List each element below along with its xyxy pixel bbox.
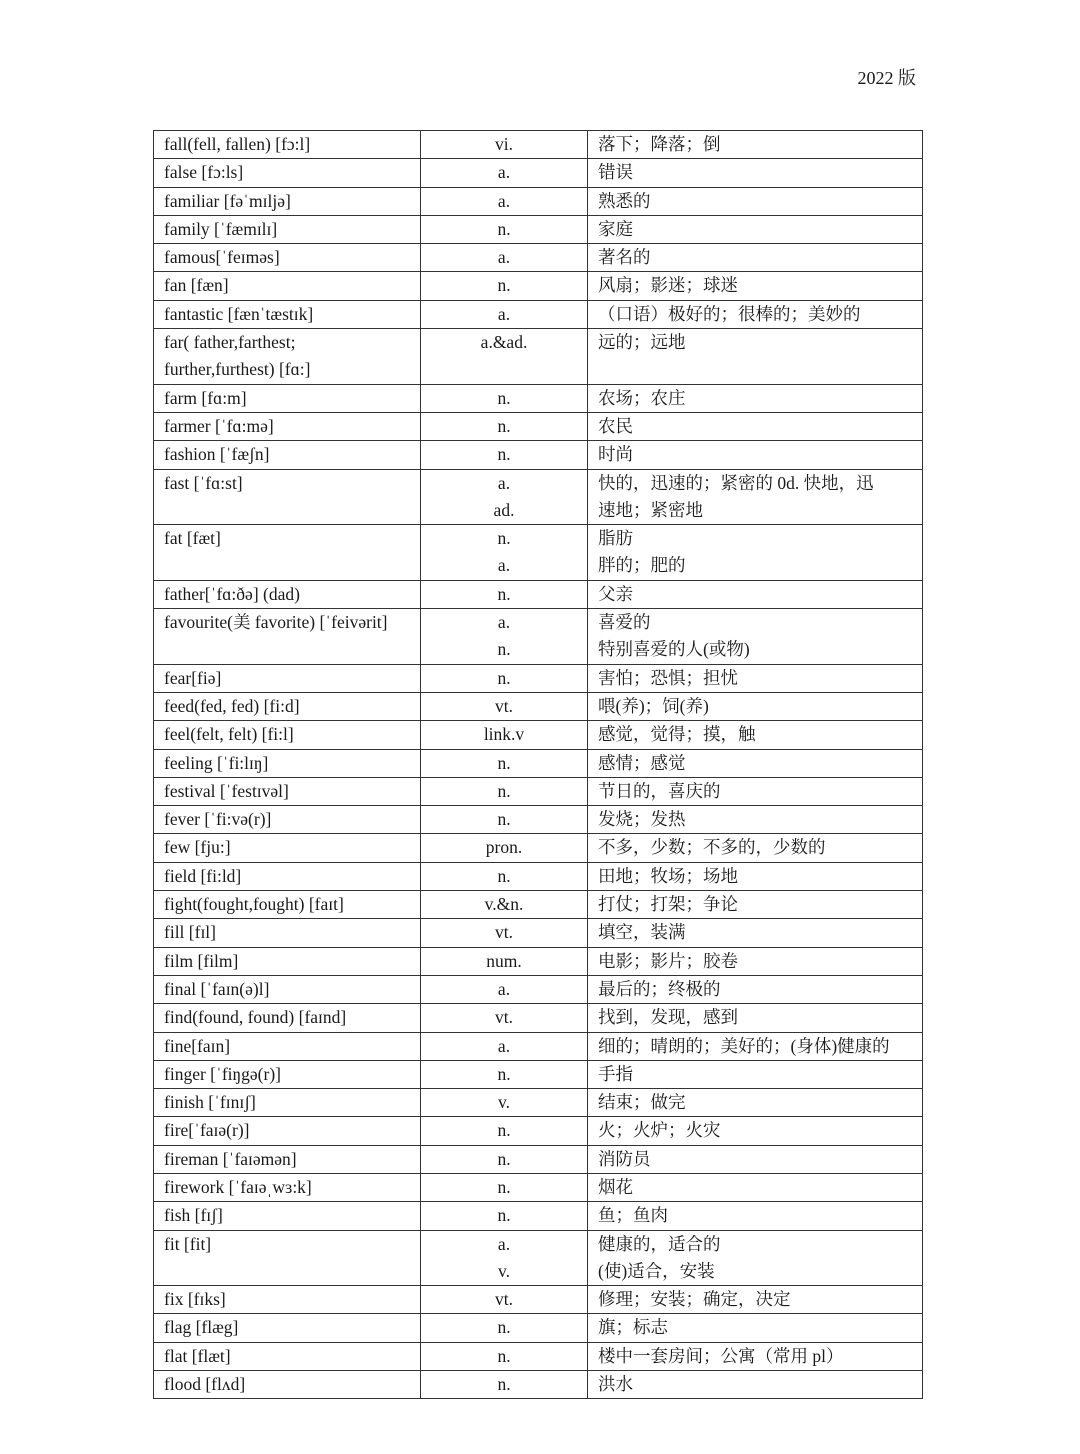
- part-of-speech-cell: [421, 862, 588, 890]
- part-of-speech-cell: [421, 834, 588, 862]
- word-cell: [154, 919, 421, 947]
- meaning-cell: [588, 441, 923, 469]
- part-of-speech-cell: [421, 525, 588, 581]
- word-cell: [154, 664, 421, 692]
- part-of-speech-cell: [421, 891, 588, 919]
- meaning-text: 落下；降落；倒: [598, 134, 721, 154]
- part-of-speech-cell: [421, 1004, 588, 1032]
- part-of-speech-cell: [421, 1173, 588, 1201]
- meaning-cell: [588, 384, 923, 412]
- table-row: [154, 1032, 923, 1060]
- word-cell: [154, 891, 421, 919]
- word-text: famous[ˈfeɪməs]: [164, 247, 280, 268]
- part-of-speech-text: n.: [497, 218, 511, 239]
- table-row: [154, 329, 923, 385]
- meaning-text: 害怕；恐惧；担忧: [598, 667, 738, 688]
- word-cell: [154, 215, 421, 243]
- part-of-speech-cell: [421, 975, 588, 1003]
- meaning-text: 农民: [598, 415, 633, 436]
- part-of-speech-cell: [421, 1089, 588, 1117]
- meaning-text: 消防员: [598, 1148, 651, 1169]
- meaning-cell: [588, 244, 923, 272]
- table-row: [154, 947, 923, 975]
- meaning-text: 细的；晴朗的；美好的；(身体)健康的: [598, 1035, 890, 1056]
- word-text: find(found, found) [faɪnd]: [164, 1007, 347, 1028]
- table-row: [154, 1117, 923, 1145]
- meaning-cell: [588, 947, 923, 975]
- table-row: [154, 272, 923, 300]
- part-of-speech-text: n.: [497, 387, 511, 408]
- word-cell: [154, 1342, 421, 1370]
- part-of-speech-text: n.: [497, 1176, 511, 1197]
- word-cell: [154, 609, 421, 665]
- part-of-speech-cell: [421, 1342, 588, 1370]
- word-text: feeling [ˈfi:lɪŋ]: [164, 752, 269, 773]
- word-cell: [154, 1004, 421, 1032]
- part-of-speech-text: v.: [498, 1260, 510, 1281]
- part-of-speech-text: n.: [497, 1317, 511, 1338]
- word-text: further,furthest) [fɑ:]: [164, 359, 311, 380]
- meaning-cell: [588, 525, 923, 581]
- part-of-speech-text: vi.: [495, 134, 513, 154]
- part-of-speech-text: link.v: [483, 724, 525, 745]
- meaning-cell: [588, 412, 923, 440]
- word-text: favourite(美 favorite) [ˈfeivərit]: [164, 612, 388, 633]
- meaning-cell: [588, 300, 923, 328]
- meaning-text: 感情；感觉: [598, 752, 686, 773]
- part-of-speech-text: vt.: [495, 922, 513, 943]
- part-of-speech-text: n.: [497, 1148, 511, 1169]
- word-cell: [154, 272, 421, 300]
- meaning-cell: [588, 131, 923, 159]
- word-cell: [154, 329, 421, 385]
- table-row: [154, 721, 923, 749]
- meaning-cell: [588, 1371, 923, 1399]
- meaning-cell: [588, 1173, 923, 1201]
- meaning-text: 错误: [598, 162, 633, 183]
- meaning-text: 节日的，喜庆的: [598, 780, 721, 801]
- word-cell: [154, 159, 421, 187]
- meaning-cell: [588, 1089, 923, 1117]
- table-row: [154, 525, 923, 581]
- part-of-speech-text: vt.: [495, 695, 513, 716]
- word-text: festival [ˈfestɪvəl]: [164, 780, 289, 801]
- part-of-speech-cell: [421, 947, 588, 975]
- meaning-cell: [588, 834, 923, 862]
- table-row: [154, 412, 923, 440]
- part-of-speech-cell: [421, 1145, 588, 1173]
- table-row: [154, 1371, 923, 1399]
- table-row: [154, 580, 923, 608]
- part-of-speech-text: n.: [497, 1345, 511, 1366]
- word-cell: [154, 1371, 421, 1399]
- part-of-speech-cell: [421, 329, 588, 385]
- part-of-speech-text: n.: [497, 667, 511, 688]
- word-text: fine[faɪn]: [164, 1035, 231, 1056]
- part-of-speech-cell: [421, 1230, 588, 1286]
- table-row: [154, 159, 923, 187]
- part-of-speech-cell: [421, 384, 588, 412]
- meaning-text: 胖的；肥的: [598, 555, 686, 576]
- meaning-cell: [588, 329, 923, 385]
- word-text: farm [fɑ:m]: [164, 387, 247, 408]
- part-of-speech-cell: [421, 609, 588, 665]
- table-row: [154, 692, 923, 720]
- part-of-speech-text: n.: [497, 1374, 511, 1395]
- word-text: fear[fiə]: [164, 667, 222, 688]
- word-text: fantastic [fænˈtæstɪk]: [164, 303, 314, 324]
- word-text: fill [fɪl]: [164, 922, 216, 943]
- word-cell: [154, 384, 421, 412]
- part-of-speech-cell: [421, 692, 588, 720]
- word-cell: [154, 862, 421, 890]
- vocabulary-table: [153, 130, 923, 1399]
- part-of-speech-cell: [421, 159, 588, 187]
- meaning-text: 楼中一套房间；公寓（常用 pl）: [598, 1345, 844, 1366]
- table-row: [154, 891, 923, 919]
- word-cell: [154, 441, 421, 469]
- word-cell: [154, 1314, 421, 1342]
- meaning-cell: [588, 891, 923, 919]
- meaning-text: (使)适合，安装: [598, 1260, 715, 1281]
- word-cell: [154, 1202, 421, 1230]
- part-of-speech-text: a.: [497, 247, 511, 268]
- meaning-cell: [588, 1032, 923, 1060]
- word-text: firework [ˈfaɪəˌwɜ:k]: [164, 1176, 312, 1197]
- edition-label: 2022 版: [857, 68, 916, 88]
- meaning-text: 电影；影片；胶卷: [598, 950, 738, 971]
- word-text: fall(fell, fallen) [fɔ:l]: [164, 134, 311, 154]
- meaning-cell: [588, 469, 923, 525]
- part-of-speech-text: a.: [497, 612, 511, 633]
- meaning-text: 风扇；影迷；球迷: [598, 275, 738, 296]
- part-of-speech-cell: [421, 1202, 588, 1230]
- meaning-cell: [588, 862, 923, 890]
- table-row: [154, 244, 923, 272]
- meaning-text: （口语）极好的；很棒的；美妙的: [598, 303, 861, 324]
- table-row: [154, 806, 923, 834]
- table-row: [154, 1342, 923, 1370]
- part-of-speech-text: n.: [497, 752, 511, 773]
- meaning-cell: [588, 1286, 923, 1314]
- word-cell: [154, 1173, 421, 1201]
- part-of-speech-cell: [421, 244, 588, 272]
- table-row: [154, 1230, 923, 1286]
- meaning-text: 喂(养)；饲(养): [598, 695, 709, 716]
- word-text: few [fju:]: [164, 837, 231, 858]
- meaning-text: 结束；做完: [598, 1092, 686, 1113]
- meaning-text: 填空，装满: [598, 922, 686, 943]
- word-text: fat [fæt]: [164, 528, 221, 549]
- meaning-cell: [588, 215, 923, 243]
- part-of-speech-text: n.: [497, 1063, 511, 1084]
- table-row: [154, 1089, 923, 1117]
- word-text: feed(fed, fed) [fi:d]: [164, 695, 300, 716]
- word-text: fish [fɪʃ]: [164, 1205, 223, 1226]
- word-text: film [film]: [164, 950, 239, 971]
- word-text: fever [ˈfi:və(r)]: [164, 809, 272, 830]
- word-cell: [154, 131, 421, 159]
- meaning-cell: [588, 159, 923, 187]
- part-of-speech-text: n.: [497, 780, 511, 801]
- word-cell: [154, 975, 421, 1003]
- part-of-speech-text: vt.: [495, 1007, 513, 1028]
- word-cell: [154, 806, 421, 834]
- part-of-speech-text: n.: [497, 639, 511, 660]
- part-of-speech-text: pron.: [485, 837, 523, 858]
- word-cell: [154, 1117, 421, 1145]
- part-of-speech-cell: [421, 272, 588, 300]
- meaning-text: 脂肪: [598, 528, 633, 549]
- meaning-cell: [588, 1230, 923, 1286]
- part-of-speech-cell: [421, 412, 588, 440]
- part-of-speech-cell: [421, 1371, 588, 1399]
- part-of-speech-text: a.: [497, 1233, 511, 1254]
- word-cell: [154, 187, 421, 215]
- meaning-text: 田地；牧场；场地: [598, 865, 738, 886]
- meaning-text: 手指: [598, 1063, 633, 1084]
- meaning-text: 时尚: [598, 444, 633, 465]
- part-of-speech-cell: [421, 1286, 588, 1314]
- word-cell: [154, 777, 421, 805]
- part-of-speech-cell: [421, 215, 588, 243]
- table-row: [154, 834, 923, 862]
- table-row: [154, 1145, 923, 1173]
- word-text: field [fi:ld]: [164, 865, 242, 886]
- word-text: flat [flæt]: [164, 1345, 231, 1366]
- table-row: [154, 187, 923, 215]
- meaning-cell: [588, 749, 923, 777]
- part-of-speech-cell: [421, 919, 588, 947]
- word-text: finish [ˈfɪnɪʃ]: [164, 1092, 256, 1113]
- part-of-speech-cell: [421, 1314, 588, 1342]
- part-of-speech-text: n.: [497, 583, 511, 604]
- part-of-speech-text: n.: [497, 865, 511, 886]
- meaning-text: 鱼；鱼肉: [598, 1205, 668, 1226]
- meaning-cell: [588, 187, 923, 215]
- part-of-speech-cell: [421, 749, 588, 777]
- meaning-text: 洪水: [598, 1374, 633, 1395]
- meaning-cell: [588, 1145, 923, 1173]
- word-text: final [ˈfaɪn(ə)l]: [164, 978, 270, 999]
- word-cell: [154, 1286, 421, 1314]
- part-of-speech-text: vt.: [495, 1289, 513, 1310]
- part-of-speech-text: a.: [497, 162, 511, 183]
- word-text: finger [ˈfiŋgə(r)]: [164, 1063, 281, 1084]
- part-of-speech-cell: [421, 131, 588, 159]
- part-of-speech-cell: [421, 777, 588, 805]
- table-row: [154, 609, 923, 665]
- table-row: [154, 300, 923, 328]
- table-row: [154, 215, 923, 243]
- part-of-speech-cell: [421, 469, 588, 525]
- part-of-speech-text: a.: [497, 978, 511, 999]
- word-cell: [154, 749, 421, 777]
- part-of-speech-text: ad.: [493, 499, 515, 520]
- part-of-speech-cell: [421, 441, 588, 469]
- part-of-speech-text: v.: [498, 1092, 510, 1113]
- meaning-text: 最后的；终极的: [598, 978, 721, 999]
- part-of-speech-text: a.: [497, 472, 511, 493]
- meaning-cell: [588, 919, 923, 947]
- part-of-speech-text: n.: [497, 444, 511, 465]
- word-cell: [154, 721, 421, 749]
- part-of-speech-cell: [421, 187, 588, 215]
- meaning-text: 发烧；发热: [598, 809, 686, 830]
- part-of-speech-cell: [421, 580, 588, 608]
- meaning-cell: [588, 1314, 923, 1342]
- table-row: [154, 1286, 923, 1314]
- part-of-speech-cell: [421, 300, 588, 328]
- word-cell: [154, 412, 421, 440]
- part-of-speech-text: n.: [497, 1205, 511, 1226]
- meaning-cell: [588, 806, 923, 834]
- part-of-speech-text: v.&n.: [484, 894, 524, 915]
- part-of-speech-text: a.&ad.: [480, 332, 528, 353]
- table-row: [154, 441, 923, 469]
- word-text: fashion [ˈfæʃn]: [164, 444, 270, 465]
- part-of-speech-cell: [421, 1117, 588, 1145]
- part-of-speech-text: n.: [497, 1120, 511, 1141]
- part-of-speech-text: n.: [497, 415, 511, 436]
- meaning-cell: [588, 664, 923, 692]
- meaning-cell: [588, 1060, 923, 1088]
- meaning-cell: [588, 1342, 923, 1370]
- meaning-text: 打仗；打架；争论: [598, 894, 738, 915]
- part-of-speech-cell: [421, 721, 588, 749]
- vocabulary-table-body: [154, 131, 923, 1399]
- word-text: family [ˈfæmɪlɪ]: [164, 218, 278, 239]
- table-row: [154, 1004, 923, 1032]
- table-row: [154, 1314, 923, 1342]
- table-row: [154, 1060, 923, 1088]
- table-row: [154, 919, 923, 947]
- meaning-cell: [588, 272, 923, 300]
- word-text: fireman [ˈfaɪəmən]: [164, 1148, 297, 1169]
- word-text: fire[ˈfaɪə(r)]: [164, 1120, 250, 1141]
- table-row: [154, 749, 923, 777]
- table-row: [154, 469, 923, 525]
- meaning-text: 特别喜爱的人(或物): [598, 639, 750, 660]
- word-text: fan [fæn]: [164, 275, 229, 296]
- meaning-text: 感觉，觉得；摸，触: [598, 724, 756, 745]
- word-cell: [154, 1230, 421, 1286]
- table-row: [154, 664, 923, 692]
- word-text: fix [fɪks]: [164, 1289, 226, 1310]
- table-row: [154, 131, 923, 159]
- part-of-speech-cell: [421, 664, 588, 692]
- meaning-text: 不多，少数；不多的，少数的: [598, 837, 826, 858]
- meaning-text: 火；火炉；火灾: [598, 1120, 721, 1141]
- meaning-cell: [588, 721, 923, 749]
- word-cell: [154, 1032, 421, 1060]
- meaning-text: 农场；农庄: [598, 387, 686, 408]
- meaning-cell: [588, 580, 923, 608]
- word-text: fit [fit]: [164, 1233, 212, 1254]
- meaning-cell: [588, 609, 923, 665]
- meaning-text: 远的；远地: [598, 332, 686, 353]
- meaning-text: 快的，迅速的；紧密的 0d. 快地，迅: [598, 472, 874, 493]
- part-of-speech-text: a.: [497, 1035, 511, 1056]
- word-cell: [154, 469, 421, 525]
- meaning-text: 修理；安装；确定，决定: [598, 1289, 791, 1310]
- part-of-speech-cell: [421, 1032, 588, 1060]
- word-text: fight(fought,fought) [faɪt]: [164, 894, 344, 915]
- meaning-cell: [588, 975, 923, 1003]
- word-cell: [154, 300, 421, 328]
- word-text: fast [ˈfɑ:st]: [164, 472, 243, 493]
- meaning-cell: [588, 1117, 923, 1145]
- word-text: father[ˈfɑ:ðə] (dad): [164, 583, 300, 604]
- meaning-cell: [588, 777, 923, 805]
- meaning-text: 父亲: [598, 583, 633, 604]
- word-text: farmer [ˈfɑ:mə]: [164, 415, 274, 436]
- word-cell: [154, 1060, 421, 1088]
- meaning-text: 喜爱的: [598, 612, 651, 633]
- meaning-text: 旗；标志: [598, 1317, 668, 1338]
- part-of-speech-text: a.: [497, 190, 511, 211]
- part-of-speech-text: n.: [497, 809, 511, 830]
- table-row: [154, 1202, 923, 1230]
- table-row: [154, 1173, 923, 1201]
- word-text: flood [flʌd]: [164, 1374, 246, 1395]
- meaning-text: 著名的: [598, 247, 651, 268]
- part-of-speech-text: a.: [497, 303, 511, 324]
- part-of-speech-text: a.: [497, 555, 511, 576]
- meaning-cell: [588, 692, 923, 720]
- word-cell: [154, 947, 421, 975]
- word-cell: [154, 692, 421, 720]
- part-of-speech-text: n.: [497, 528, 511, 549]
- part-of-speech-cell: [421, 806, 588, 834]
- word-cell: [154, 244, 421, 272]
- meaning-cell: [588, 1004, 923, 1032]
- word-cell: [154, 1145, 421, 1173]
- part-of-speech-text: n.: [497, 275, 511, 296]
- meaning-text: 健康的，适合的: [598, 1233, 721, 1254]
- word-text: familiar [fəˈmɪljə]: [164, 190, 291, 211]
- table-row: [154, 975, 923, 1003]
- part-of-speech-cell: [421, 1060, 588, 1088]
- word-cell: [154, 525, 421, 581]
- table-row: [154, 777, 923, 805]
- meaning-text: 家庭: [598, 218, 633, 239]
- word-text: false [fɔ:ls]: [164, 162, 244, 183]
- meaning-text: 烟花: [598, 1176, 633, 1197]
- meaning-text: 速地；紧密地: [598, 499, 703, 520]
- word-text: feel(felt, felt) [fi:l]: [164, 724, 294, 745]
- word-cell: [154, 580, 421, 608]
- meaning-cell: [588, 1202, 923, 1230]
- part-of-speech-text: num.: [486, 950, 522, 971]
- table-row: [154, 862, 923, 890]
- meaning-text: 找到，发现，感到: [598, 1007, 738, 1028]
- word-cell: [154, 834, 421, 862]
- word-text: flag [flæg]: [164, 1317, 239, 1338]
- word-cell: [154, 1089, 421, 1117]
- table-row: [154, 384, 923, 412]
- meaning-text: 熟悉的: [598, 190, 651, 211]
- word-text: far( father,farthest;: [164, 332, 296, 353]
